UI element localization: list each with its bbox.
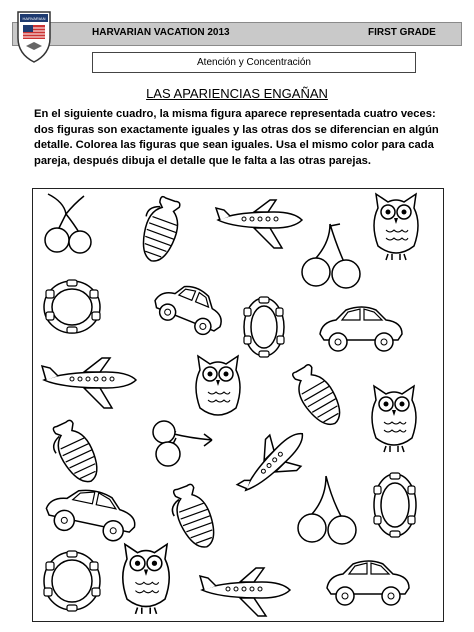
- svg-text:HARVARIAN: HARVARIAN: [22, 16, 46, 21]
- header-grade: FIRST GRADE: [368, 27, 436, 38]
- owl-icon: [116, 540, 176, 616]
- cherries-icon: [296, 474, 360, 548]
- car-icon: [316, 302, 406, 358]
- airplane-icon: [214, 198, 306, 250]
- cherries-icon: [150, 420, 214, 472]
- airplane-icon: [40, 356, 140, 412]
- header-title: HARVARIAN VACATION 2013: [92, 27, 230, 38]
- car-icon: [42, 484, 142, 546]
- owl-icon: [190, 352, 246, 424]
- car-icon: [150, 280, 228, 340]
- tambourine-icon: [240, 294, 288, 360]
- car-icon: [322, 556, 414, 612]
- cherries-icon: [44, 192, 94, 254]
- subject-box: Atención y Concentración: [92, 52, 416, 73]
- tambourine-icon: [40, 548, 104, 614]
- vase-icon: [132, 194, 188, 268]
- vase-icon: [48, 416, 108, 490]
- page-title: LAS APARIENCIAS ENGAÑAN: [146, 86, 328, 101]
- owl-icon: [366, 382, 422, 454]
- tambourine-icon: [370, 470, 420, 540]
- tambourine-icon: [40, 276, 104, 338]
- school-crest-icon: [14, 8, 54, 64]
- cherries-icon: [300, 222, 364, 292]
- owl-icon: [368, 190, 424, 264]
- instructions-text: En el siguiente cuadro, la misma figura aparece representada cuatro veces: dos figuras son exactamente iguales y las otras dos se diferencian en algún detalle. Colorea las figuras que sean iguales. Usa el mismo color para cada pareja, después dibuja el detalle que le falta a las otras parejas.: [34, 108, 439, 167]
- airplane-icon: [198, 566, 294, 618]
